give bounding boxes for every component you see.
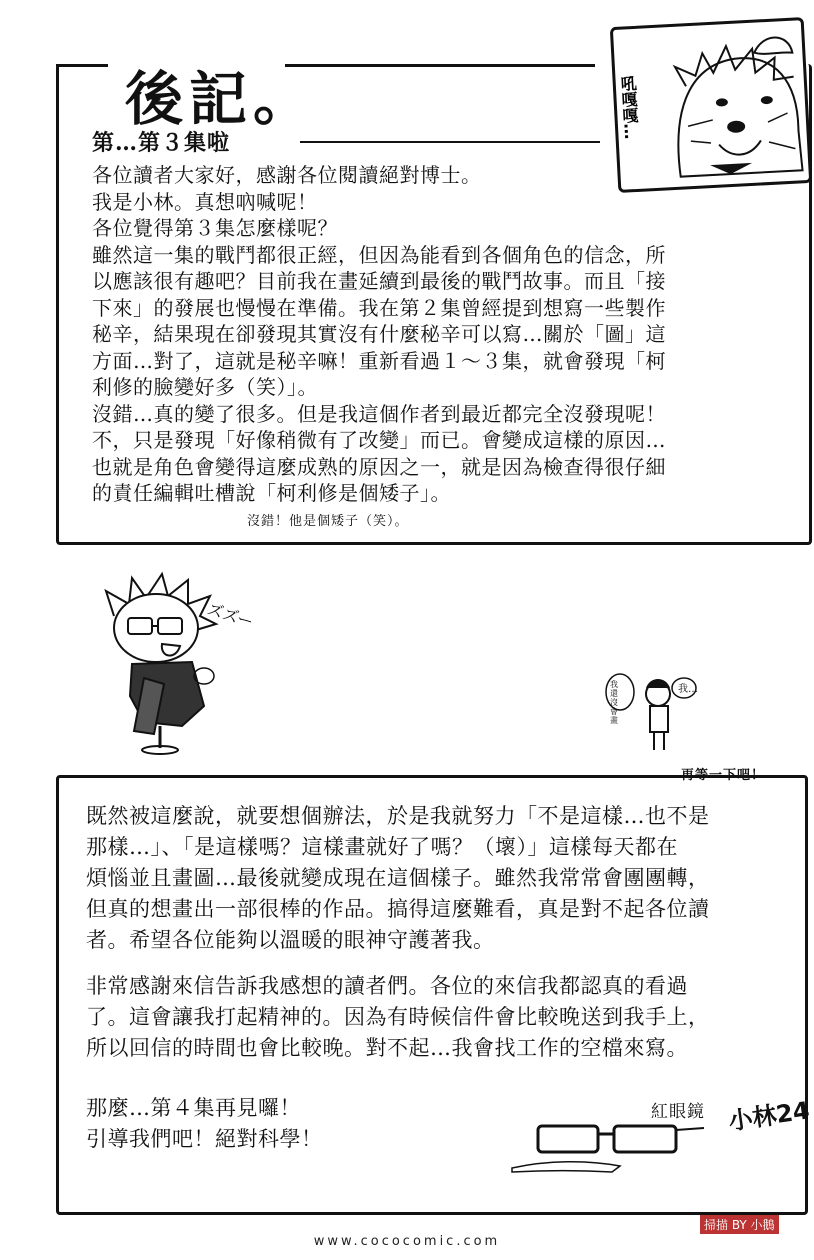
mascot-illustration <box>613 20 809 190</box>
scientist-illustration <box>84 566 254 756</box>
closing-line: 煩惱並且畫圖…最後就變成現在這個樣子。雖然我常常會團團轉， <box>86 866 710 890</box>
afterword-line: 各位讀者大家好，感謝各位閱讀絕對博士。 <box>92 163 482 187</box>
afterword-aside: 沒錯！他是個矮子（笑）。 <box>247 514 409 529</box>
afterword-frame-top-left <box>56 64 108 67</box>
afterword-line: 沒錯…真的變了很多。但是我這個作者到最近都完全沒發現呢！ <box>92 401 666 426</box>
mascot-panel <box>610 17 812 193</box>
closing-paragraph-1 <box>86 801 786 956</box>
closing-line: 了。這會讓我打起精神的。因為有時候信件會比較晚送到我手上， <box>86 1005 710 1029</box>
afterword-title: 後記。 <box>125 65 318 133</box>
glasses-illustration <box>508 1120 708 1180</box>
glasses-label: 紅眼鏡 <box>651 1102 705 1122</box>
closing-paragraph-3 <box>86 1093 486 1155</box>
closing-line: 但真的想畫出一部很棒的作品。搞得這麼難看，真是對不起各位讀 <box>86 897 710 921</box>
afterword-line: 的責任編輯吐槽說「柯利修是個矮子」。 <box>92 481 451 505</box>
afterword-line: 各位覺得第３集怎麼樣呢？ <box>92 216 338 240</box>
afterword-body <box>92 162 792 507</box>
closing-line: 者。希望各位能夠以溫暖的眼神守護著我。 <box>86 928 495 952</box>
afterword-subtitle: 第…第３集啦 <box>92 130 231 156</box>
author-sign-text: 我還沒會畫 <box>610 680 618 725</box>
afterword-line: 不，只是發現「好像稍微有了改變」而已。會變成這樣的原因… <box>92 428 666 452</box>
afterword-line: 雖然這一集的戰鬥都很正經，但因為能看到各個角色的信念，所 <box>92 242 666 267</box>
mascot-bubble: 吼嘎嘎… <box>617 74 641 140</box>
author-signature: 小林24 <box>726 1096 812 1136</box>
closing-line: 那樣…」、「是這樣嗎？這樣畫就好了嗎？（壞）」這樣每天都在 <box>86 835 678 859</box>
closing-line: 既然被這麼說，就要想個辦法，於是我就努力「不是這樣…也不是 <box>86 804 710 828</box>
closing-line: 所以回信的時間也會比較晚。對不起…我會找工作的空檔來寫。 <box>86 1036 688 1060</box>
afterword-line: 利修的臉變好多（笑）」。 <box>92 375 318 399</box>
sound-effect: ズズー <box>204 599 256 632</box>
afterword-line: 下來」的發展也慢慢在準備。我在第２集曾經提到想寫一些製作 <box>92 295 666 320</box>
afterword-line: 以應該很有趣吧？目前我在畫延續到最後的戰鬥故事。而且「接 <box>92 269 666 293</box>
watermark: www.cococomic.com <box>313 1234 501 1249</box>
afterword-line: 也就是角色會變得這麼成熟的原因之一，就是因為檢查得很仔細 <box>92 454 666 479</box>
afterword-frame-top-right <box>285 64 595 67</box>
afterword-line: 我是小林。真想吶喊呢！ <box>92 189 318 214</box>
subtitle-rule <box>300 141 600 143</box>
closing-paragraph-2 <box>86 971 786 1064</box>
closing-line: 那麼…第４集再見囉！ <box>86 1096 301 1120</box>
wait-caption: 再等一下吧！ <box>681 768 766 783</box>
afterword-line: 方面…對了，這就是秘辛嘛！重新看過１～３集，就會發現「柯 <box>92 348 666 373</box>
closing-line: 非常感謝來信告訴我感想的讀者們。各位的來信我都認真的看過 <box>86 974 688 998</box>
scan-logo: 掃描 BY 小鵝 <box>700 1215 779 1234</box>
afterword-line: 秘辛，結果現在卻發現其實沒有什麼秘辛可以寫…關於「圖」這 <box>92 322 666 346</box>
author-bubble-text: 我… <box>678 684 698 695</box>
closing-line: 引導我們吧！絕對科學！ <box>86 1127 323 1151</box>
